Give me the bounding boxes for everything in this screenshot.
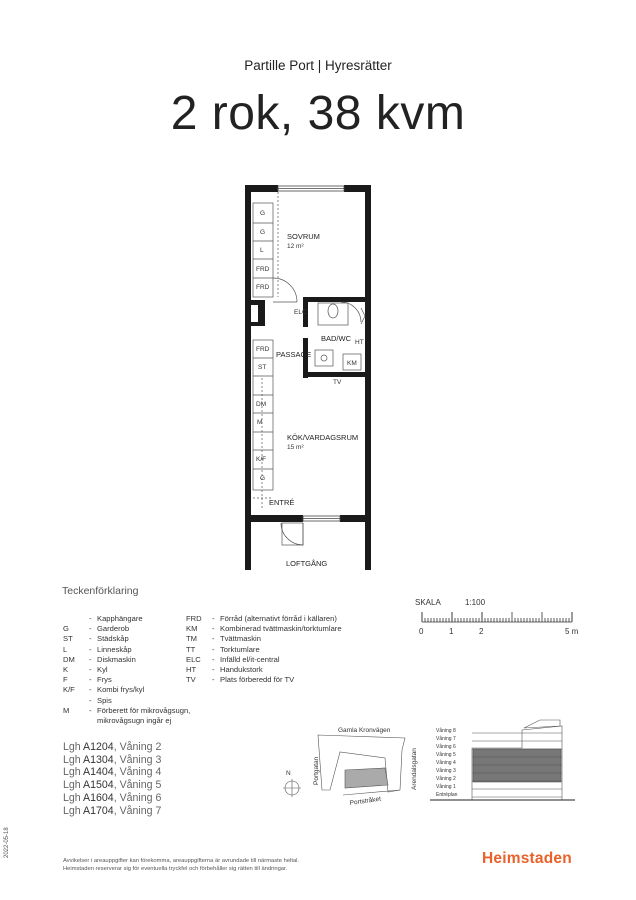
legend-desc: Förråd (alternativt förråd i källaren)	[220, 614, 337, 623]
legend-code: ST	[63, 634, 73, 644]
legend-left	[63, 614, 190, 726]
legend-row: TT - Torktumlare	[186, 644, 260, 654]
legend-row: - Kapphängare	[63, 614, 190, 624]
legend-desc: Kapphängare	[97, 614, 143, 623]
fixture-frd2: FRD	[256, 284, 270, 291]
legend-code: G	[63, 624, 69, 634]
legend-row: K - Kyl	[63, 665, 108, 675]
legend-right	[186, 614, 342, 685]
disclaimer	[63, 857, 299, 873]
scale-bar	[422, 612, 572, 622]
legend-row	[63, 716, 190, 726]
legend-desc: Frys	[97, 675, 112, 685]
plan-walls	[245, 185, 371, 570]
legend-row: G - Garderob	[63, 624, 130, 634]
legend-row: L - Linneskåp	[63, 644, 132, 654]
disclaimer-line-2: Heimstaden reserverar sig för eventuella tryckfel och förbehåller sig rätten till ändringar.	[63, 866, 288, 872]
floor-label: Våning 1	[436, 784, 456, 790]
scale-value: 1:100	[465, 598, 486, 607]
floor-label: Våning 6	[436, 744, 456, 750]
legend-desc: Torktumlare	[220, 644, 260, 654]
floor-label: Våning 3	[436, 768, 456, 774]
project-subtitle: Partille Port | Hyresrätter	[244, 58, 392, 73]
legend-code: M	[63, 705, 70, 715]
apartment-title: 2 rok, 38 kvm	[170, 87, 466, 140]
legend-code: ELC	[186, 654, 201, 664]
apartment-list	[63, 741, 161, 817]
legend-code: DM	[63, 654, 75, 664]
legend-desc: mikrovågsugn ingår ej	[97, 716, 172, 726]
legend-row: M - Förberett för mikrovågsugn,	[63, 705, 191, 715]
fixture-frd1: FRD	[256, 266, 270, 273]
legend-desc: Tvättmaskin	[220, 634, 261, 644]
legend-desc: Infälld el/it-central	[220, 654, 280, 664]
floor-label: Våning 2	[436, 776, 456, 782]
fixture-l: L	[260, 247, 264, 254]
apartment-item: Lgh A1304, Våning 3	[63, 753, 162, 766]
room-sovrum-area: 12 m²	[287, 243, 304, 250]
fixture-g3: G	[260, 475, 266, 482]
fixture-kf: K/F	[256, 456, 267, 463]
legend-code	[63, 696, 89, 706]
street-gamla-kronvagen: Gamla Kronvägen	[338, 727, 391, 734]
apartment-item: Lgh A1604, Våning 6	[63, 791, 162, 804]
legend-row: TV - Plats förberedd för TV	[186, 675, 295, 685]
legend-desc: Linneskåp	[97, 644, 132, 654]
room-passage: PASSAGE	[276, 350, 312, 359]
apartment-item: Lgh A1404, Våning 4	[63, 766, 162, 779]
fixture-tv: TV	[333, 379, 342, 386]
room-kok: KÖK/VARDAGSRUM	[287, 433, 359, 442]
legend-code: KM	[186, 624, 198, 634]
street-portgatan: Portgatan	[313, 756, 320, 785]
legend-desc: Kombinerad tvättmaskin/torktumlare	[220, 624, 342, 634]
legend-desc: Spis	[97, 695, 112, 705]
scale-tick-5m: 5 m	[565, 627, 579, 636]
legend-desc: Garderob	[97, 624, 130, 634]
scale-label: SKALA	[415, 598, 441, 607]
legend-desc: Handukstork	[220, 665, 263, 675]
apartment-item: Lgh A1204, Våning 2	[63, 741, 162, 753]
fixture-km: KM	[347, 360, 357, 367]
fixture-st: ST	[258, 364, 267, 371]
legend-desc: Diskmaskin	[97, 654, 136, 664]
room-kok-area: 15 m²	[287, 444, 304, 451]
scale-tick-1: 1	[449, 627, 454, 636]
legend-row: DM - Diskmaskin	[63, 654, 136, 664]
site-plan	[283, 735, 405, 797]
legend-desc: Förberett för mikrovågsugn,	[97, 705, 191, 715]
legend-row: ST - Städskåp	[63, 634, 129, 644]
legend-row: ELC - Infälld el/it-central	[186, 654, 280, 664]
legend-desc: Kyl	[97, 665, 108, 675]
legend-code: K	[63, 665, 69, 675]
north-label: N	[286, 770, 291, 777]
legend-row: HT - Handukstork	[186, 665, 263, 675]
legend-desc: Städskåp	[97, 634, 129, 644]
legend-code: K/F	[63, 685, 75, 695]
room-bad: BAD/WC	[321, 334, 351, 343]
fixture-dm: DM	[256, 401, 267, 408]
legend-code: F	[63, 675, 68, 685]
legend-row: FRD - Förråd (alternativt förråd i källaren)	[186, 614, 337, 623]
legend-code	[63, 614, 89, 624]
legend-desc: Plats förberedd för TV	[220, 675, 295, 685]
room-loftgang: LOFTGÅNG	[286, 559, 328, 568]
legend-code	[63, 716, 89, 726]
apartment-item: Lgh A1704, Våning 7	[63, 804, 162, 817]
fixture-m: M	[257, 419, 263, 426]
street-arendalsgatan: Arendalsgatan	[411, 748, 418, 790]
legend-row: - Spis	[63, 696, 190, 706]
apartment-item: Lgh A1504, Våning 5	[63, 779, 162, 792]
floor-label: Våning 7	[436, 736, 456, 742]
fixture-g1: G	[260, 210, 266, 217]
legend-code: L	[63, 644, 68, 654]
floor-label: Våning 8	[436, 728, 456, 734]
legend-code: TV	[186, 675, 196, 685]
legend-row: TM - Tvättmaskin	[186, 634, 261, 644]
brand-logo: Heimstaden	[482, 850, 572, 867]
legend-title: Teckenförklaring	[62, 585, 139, 597]
legend-desc: Kombi frys/kyl	[97, 685, 145, 695]
disclaimer-line-1: Avvikelser i areauppgifter kan förekomma, areauppgifterna är avrundade till närmaste heltal.	[63, 858, 300, 864]
street-portstraket: Portstråket	[349, 795, 382, 807]
legend-code: FRD	[186, 614, 202, 623]
legend-code: TM	[186, 634, 197, 644]
floor-label: Entréplan	[436, 792, 458, 798]
print-date: 2022-05-18	[4, 827, 10, 858]
scale-tick-2: 2	[479, 627, 484, 636]
fixture-g2: G	[260, 229, 266, 236]
room-entre: ENTRÉ	[269, 498, 295, 507]
floor-label: Våning 5	[436, 752, 456, 758]
fixture-ht: HT	[355, 339, 364, 346]
legend-row: K/F - Kombi frys/kyl	[63, 685, 145, 695]
legend-code: HT	[186, 665, 197, 675]
legend-code: TT	[186, 644, 196, 654]
legend-row: F - Frys	[63, 675, 112, 685]
floor-label: Våning 4	[436, 760, 456, 766]
fixture-frd3: FRD	[256, 346, 270, 353]
legend-row: KM - Kombinerad tvättmaskin/torktumlare	[186, 624, 342, 634]
room-sovrum: SOVRUM	[287, 232, 320, 241]
fixture-elc: ELC	[294, 309, 307, 316]
scale-tick-0: 0	[419, 627, 424, 636]
